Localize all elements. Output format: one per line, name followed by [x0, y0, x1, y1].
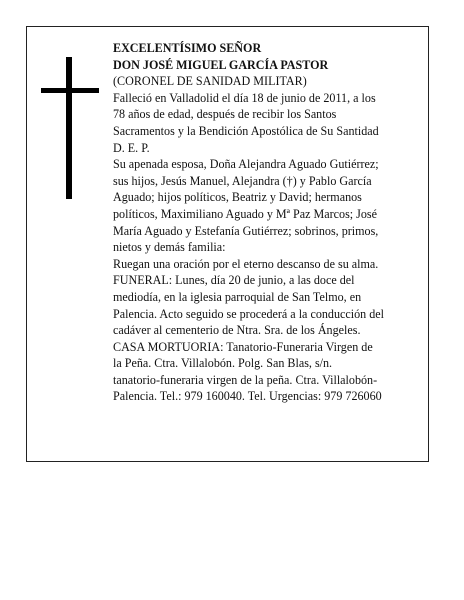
- body-line: CASA MORTUORIA: Tanatorio-Funeraria Virgen de: [113, 339, 373, 354]
- body-line: Palencia. Acto seguido se procederá a la conducción del: [113, 306, 384, 321]
- body-line: Aguado; hijos políticos, Beatriz y David; hermanos: [113, 190, 362, 205]
- body-line: mediodía, en la iglesia parroquial de San Telmo, en: [113, 289, 362, 304]
- body-line: sus hijos, Jesús Manuel, Alejandra (†) y Pablo García: [113, 173, 372, 188]
- body-line: Su apenada esposa, Doña Alejandra Aguado Gutiérrez;: [113, 157, 379, 172]
- cross-vertical-bar: [66, 57, 72, 199]
- body-line: FUNERAL: Lunes, día 20 de junio, a las doce del: [113, 273, 355, 288]
- body-line: nietos y demás familia:: [113, 240, 226, 255]
- body-line: María Aguado y Estefanía Gutiérrez; sobrinos, primos,: [113, 223, 379, 238]
- notice-text: [113, 40, 423, 405]
- heading-title: EXCELENTÍSIMO SEÑOR: [113, 41, 262, 55]
- rank-line: (CORONEL DE SANIDAD MILITAR): [113, 74, 307, 89]
- heading-name: DON JOSÉ MIGUEL GARCÍA PASTOR: [113, 57, 329, 72]
- cross-horizontal-bar: [41, 88, 99, 93]
- body-line: tanatorio-funeraria virgen de la peña. Ctra. Villalobón-: [113, 372, 378, 387]
- body-line: Sacramentos y la Bendición Apostólica de Su Santidad: [113, 123, 379, 138]
- obituary-notice: [26, 26, 429, 462]
- body-line: 78 años de edad, después de recibir los Santos: [113, 107, 337, 122]
- body-line: políticos, Maximiliano Aguado y Mª Paz Marcos; José: [113, 206, 377, 221]
- body-line: Ruegan una oración por el eterno descanso de su alma.: [113, 256, 379, 271]
- latin-cross-icon: [41, 57, 101, 199]
- body-line: cadáver al cementerio de Ntra. Sra. de los Ángeles.: [113, 323, 361, 338]
- body-line: la Peña. Ctra. Villalobón. Polg. San Blas, s/n.: [113, 356, 333, 371]
- body-line: D. E. P.: [113, 140, 150, 155]
- body-line: Palencia. Tel.: 979 160040. Tel. Urgencias: 979 726060: [113, 389, 382, 404]
- body-line: Falleció en Valladolid el día 18 de junio de 2011, a los: [113, 90, 376, 105]
